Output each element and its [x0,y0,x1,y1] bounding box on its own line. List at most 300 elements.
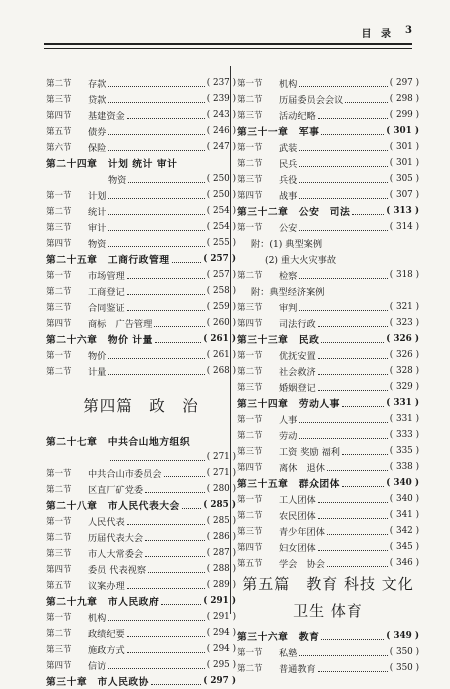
entry-title: 兵役 [279,175,298,186]
toc-entry [237,283,419,299]
section-number: 第三节 [46,303,72,313]
page-number: 3 [405,25,412,36]
dot-leader [318,390,388,391]
toc-entry [237,187,419,203]
dot-leader [128,182,204,183]
entry-title: 工商登记 [88,287,125,298]
page-ref: ( 243 ) [206,110,236,120]
entry-title: 计划 [88,191,107,202]
section-number: 第一节 [46,613,72,623]
page-ref: ( 257 ) [206,270,236,280]
page-ref: ( 255 ) [206,238,236,248]
dot-leader [321,342,384,343]
dot-leader [318,118,388,119]
dot-leader [127,278,205,279]
page-ref: ( 340 ) [386,478,419,488]
dot-leader [151,684,201,685]
toc-entry [46,529,236,545]
toc-entry [237,171,419,187]
page-ref: ( 301 ) [386,126,419,136]
page-ref: ( 328 ) [389,366,419,376]
page-header [0,19,450,53]
dot-leader [108,86,204,87]
entry-title: 议案办理 [88,581,125,592]
entry-title: 武装 [279,143,298,154]
page-ref: ( 271 ) [206,452,236,462]
section-number: 第一节 [237,79,263,89]
page-ref: ( 299 ) [389,110,419,120]
dot-leader [318,358,388,359]
entry-title: 妇女团体 [279,543,316,554]
toc-entry [46,481,236,497]
entry-title: 商标 广告管理 [88,319,153,330]
page-ref: ( 342 ) [389,526,419,536]
entry-title: 审计 [88,223,107,234]
toc-entry [46,545,236,561]
dot-leader [299,438,387,439]
page-ref: ( 289 ) [206,580,236,590]
toc-entry [237,427,419,443]
entry-title: 区直厂矿党委 [88,485,144,496]
dot-leader [148,572,205,573]
toc-entry [46,91,236,107]
toc-chapter-entry [46,673,236,689]
section-number: 第四节 [237,319,263,329]
toc-chapter-entry [237,123,419,139]
dot-leader [108,358,204,359]
page-ref: ( 297 ) [389,78,419,88]
dot-leader [110,460,205,461]
entry-title: 第三十六章 教育 [237,632,320,643]
page-ref: ( 350 ) [389,663,419,673]
entry-title: 工人团体 [279,495,316,506]
dot-leader [327,566,388,567]
dot-leader [318,326,388,327]
page-ref: ( 250 ) [206,174,236,184]
toc-entry [46,267,236,283]
page-ref: ( 260 ) [206,318,236,328]
section-number: 第二节 [237,367,263,377]
section-number: 第二节 [237,271,263,281]
section-number: 第二节 [237,95,263,105]
page-ref: ( 305 ) [389,174,419,184]
section-number: 第一节 [237,495,263,505]
section-number: 第二节 [46,207,72,217]
dot-leader [299,655,387,656]
page-ref: ( 323 ) [389,318,419,328]
page-ref: ( 288 ) [206,564,236,574]
dot-leader [299,422,387,423]
dot-leader [327,470,388,471]
section-number: 第五节 [237,559,263,569]
dot-leader [299,166,387,167]
entry-title: 计量 [88,367,107,378]
toc-chapter-entry [46,155,236,171]
entry-title: 第二十七章 中共合山地方组织 [46,437,191,448]
toc-chapter-entry [237,628,419,644]
toc-entry [46,641,236,657]
section-number: 第三节 [46,549,72,559]
page-ref: ( 335 ) [389,446,419,456]
toc-entry [237,660,419,676]
dot-leader [154,326,204,327]
toc-chapter-entry [237,331,419,347]
toc-chapter-entry [237,475,419,491]
page-ref: ( 307 ) [389,190,419,200]
section-number: 第一节 [46,469,72,479]
page-ref: ( 286 ) [206,532,236,542]
section-number: 第三节 [46,645,72,655]
dot-leader [127,310,205,311]
toc-entry [237,379,419,395]
page-ref: ( 321 ) [389,302,419,312]
page-ref: ( 268 ) [206,366,236,376]
toc-entry [46,299,236,315]
dot-leader [108,214,204,215]
section-number: 第四节 [46,319,72,329]
entry-title: 中共合山市委员会 [88,469,162,480]
toc-entry [46,187,236,203]
entry-title: 私塾 [279,648,298,659]
dot-leader [299,86,387,87]
dot-leader [127,588,205,589]
entry-title: 政绩纪要 [88,629,125,640]
page-ref: ( 285 ) [203,500,236,510]
dot-leader [342,454,388,455]
page-ref: ( 350 ) [389,647,419,657]
page-ref: ( 254 ) [206,222,236,232]
section-number: 第五节 [46,127,72,137]
page-ref: ( 301 ) [389,158,419,168]
page-ref: ( 298 ) [389,94,419,104]
page-ref: ( 340 ) [389,494,419,504]
toc-entry [237,411,419,427]
toc-entry [237,347,419,363]
entry-title: 历届代表大会 [88,533,144,544]
entry-title: 市人大常委会 [88,549,144,560]
toc-entry [237,139,419,155]
page-ref: ( 346 ) [389,558,419,568]
section-number: 第一节 [46,351,72,361]
entry-title: 第二十八章 市人民代表大会 [46,501,180,512]
dot-leader [318,550,388,551]
toc-entry [46,363,236,379]
section-number: 第三节 [237,111,263,121]
dot-leader [145,492,205,493]
section-number: 第二节 [237,431,263,441]
toc-entry [46,171,236,187]
toc-entry [237,107,419,123]
toc-entry [237,644,419,660]
entry-title: 普通教育 [279,664,316,675]
dot-leader [127,294,205,295]
entry-title: 离休 退休 [279,463,325,474]
part-heading: 卫生 体育 [293,602,363,620]
dot-leader [127,118,205,119]
page-ref: ( 261 ) [206,350,236,360]
toc-entry [237,315,419,331]
toc-entry [237,363,419,379]
section-number: 第一节 [237,223,263,233]
toc-chapter-entry [46,433,236,449]
section-number: 第一节 [46,517,72,527]
section-number: 第一节 [46,271,72,281]
toc-entry [237,443,419,459]
toc-entry [237,459,419,475]
dot-leader [327,534,388,535]
dot-leader [108,668,204,669]
dot-leader [108,230,204,231]
entry-title: 战事 [279,191,298,202]
page-ref: ( 318 ) [389,270,419,280]
dot-leader [342,406,384,407]
page-ref: ( 294 ) [206,644,236,654]
toc-chapter-entry [46,251,236,267]
entry-title: 人民代表 [88,517,125,528]
dot-leader [127,652,205,653]
dot-leader [299,150,387,151]
toc-entry [237,219,419,235]
entry-title: 保险 [88,143,107,154]
entry-title: 第三十四章 劳动人事 [237,399,340,410]
entry-title: 合同鉴证 [88,303,125,314]
dot-leader [299,310,387,311]
entry-title: 机构 [88,613,107,624]
entry-title: 历届委员会会议 [279,95,344,106]
dot-leader [299,278,387,279]
dot-leader [108,246,204,247]
entry-title: 社会救济 [279,367,316,378]
page-ref: ( 250 ) [206,190,236,200]
page-ref: ( 261 ) [203,334,236,344]
page-ref: ( 326 ) [389,350,419,360]
page-ref: ( 313 ) [386,206,419,216]
entry-title: 检察 [279,271,298,282]
dot-leader [182,508,201,509]
toc-entry [46,625,236,641]
toc-left-column [46,75,236,689]
entry-title: 审判 [279,303,298,314]
entry-title: 第三十五章 群众团体 [237,479,340,490]
toc-right-column [237,75,419,676]
page-ref: ( 314 ) [389,222,419,232]
entry-title: 青少年团体 [279,527,325,538]
section-number: 第一节 [237,415,263,425]
page-ref: ( 271 ) [206,468,236,478]
toc-entry [46,449,236,465]
toc-chapter-entry [237,203,419,219]
section-number: 第三节 [237,175,263,185]
section-number: 第四节 [237,463,263,473]
dot-leader [164,476,205,477]
entry-title: 第二十九章 市人民政府 [46,597,160,608]
page-ref: ( 331 ) [389,414,419,424]
entry-title: 农民团体 [279,511,316,522]
toc-chapter-entry [46,593,236,609]
section-number: 第二节 [237,511,263,521]
dot-leader [127,636,205,637]
toc-chapter-entry [46,331,236,347]
header-rule-thin [44,48,412,49]
dot-leader [127,524,205,525]
entry-title: 市场管理 [88,271,125,282]
page-ref: ( 254 ) [206,206,236,216]
dot-leader [108,102,204,103]
section-number: 第六节 [46,143,72,153]
page-ref: ( 239 ) [206,94,236,104]
section-number: 第三节 [237,383,263,393]
page-ref: ( 295 ) [206,660,236,670]
page-ref: ( 237 ) [206,78,236,88]
dot-leader [108,150,204,151]
entry-title: 物资 [108,175,127,186]
section-number: 第四节 [237,543,263,553]
section-number: 第四节 [46,239,72,249]
entry-title: 学会 协会 [279,559,325,570]
toc-entry [237,523,419,539]
page-ref: ( 331 ) [386,398,419,408]
page-ref: ( 246 ) [206,126,236,136]
toc-chapter-entry [237,395,419,411]
page-ref: ( 259 ) [206,302,236,312]
page-ref: ( 326 ) [386,334,419,344]
page-ref: ( 329 ) [389,382,419,392]
section-number: 第四节 [46,661,72,671]
section-number: 第五节 [46,581,72,591]
toc-entry [237,539,419,555]
part-heading: 第五篇 教育 科技 文化 [242,575,414,593]
section-number: 第三节 [237,527,263,537]
toc-entry [46,465,236,481]
toc-entry [46,107,236,123]
page-ref: ( 297 ) [203,676,236,686]
dot-leader [299,182,387,183]
entry-title: 司法行政 [279,319,316,330]
page-ref: ( 345 ) [389,542,419,552]
entry-title: 债券 [88,127,107,138]
dot-leader [108,620,204,621]
entry-title: 第二十五章 工商行政管理 [46,255,170,266]
section-number: 第三节 [237,447,263,457]
entry-title: 人事 [279,415,298,426]
entry-title: 信访 [88,661,107,672]
entry-title: 第二十六章 物价 计量 [46,335,153,346]
entry-title: 基建资金 [88,111,125,122]
toc-entry [46,139,236,155]
entry-title: 劳动 [279,431,298,442]
section-number: 第四节 [46,565,72,575]
page-ref: ( 294 ) [206,628,236,638]
dot-leader [321,639,384,640]
section-number: 第一节 [237,143,263,153]
entry-title: 第三十一章 军事 [237,127,320,138]
toc-entry [237,235,419,251]
entry-title: 物资 [88,239,107,250]
dot-leader [318,671,388,672]
entry-title: 活动纪略 [279,111,316,122]
toc-entry [46,657,236,673]
toc-entry [237,155,419,171]
section-number: 第二节 [237,159,263,169]
dot-leader [299,230,387,231]
toc-chapter-entry [46,497,236,513]
toc-entry [237,507,419,523]
toc-entry [237,299,419,315]
toc-entry [237,267,419,283]
page-ref: ( 301 ) [389,142,419,152]
entry-title: 物价 [88,351,107,362]
section-number: 第三节 [46,95,72,105]
section-number: 第三节 [237,303,263,313]
entry-title: 第二十四章 计划 统计 审计 [46,159,178,170]
toc-entry [46,219,236,235]
page-ref: ( 333 ) [389,430,419,440]
toc-entry [46,513,236,529]
header-rule-thick [44,43,412,45]
entry-title: 婚姻登记 [279,383,316,394]
section-number: 第二节 [46,367,72,377]
entry-title: 机构 [279,79,298,90]
toc-entry [237,91,419,107]
section-number: 第一节 [237,351,263,361]
toc-entry [46,609,236,625]
page-ref: ( 341 ) [389,510,419,520]
entry-title: 第三十二章 公安 司法 [237,207,351,218]
toc-entry [237,555,419,571]
toc-entry [237,491,419,507]
toc-entry [46,123,236,139]
entry-title: 第三十章 市人民政协 [46,677,149,688]
dot-leader [318,518,388,519]
dot-leader [342,486,384,487]
entry-title: 委员 代表视察 [88,565,147,576]
entry-title: 附：典型经济案例 [251,287,325,298]
entry-title: 统计 [88,207,107,218]
entry-title: 第三十三章 民政 [237,335,320,346]
dot-leader [161,604,201,605]
section-number: 第二节 [46,629,72,639]
section-number: 第二节 [237,664,263,674]
dot-leader [155,342,201,343]
entry-title: 施政方式 [88,645,125,656]
page-ref: ( 257 ) [203,254,236,264]
dot-leader [318,502,388,503]
page-ref: ( 287 ) [206,548,236,558]
page-ref: ( 349 ) [386,631,419,641]
dot-leader [321,134,384,135]
toc-entry [46,347,236,363]
page-ref: ( 291 ) [206,612,236,622]
dot-leader [352,214,384,215]
section-number: 第四节 [46,111,72,121]
dot-leader [108,134,204,135]
dot-leader [318,374,388,375]
section-number: 第一节 [237,648,263,658]
entry-title: 民兵 [279,159,298,170]
toc-entry [46,577,236,593]
page-ref: ( 280 ) [206,484,236,494]
dot-leader [108,198,204,199]
dot-leader [345,102,387,103]
dot-leader [172,262,202,263]
toc-entry [237,251,419,267]
entry-title: 附：(1) 典型案例 [251,239,323,250]
part-heading: 第四篇 政 治 [83,397,199,415]
toc-entry [46,561,236,577]
entry-title: 贷款 [88,95,107,106]
section-number: 第二节 [46,533,72,543]
entry-title: 优抚安置 [279,351,316,362]
